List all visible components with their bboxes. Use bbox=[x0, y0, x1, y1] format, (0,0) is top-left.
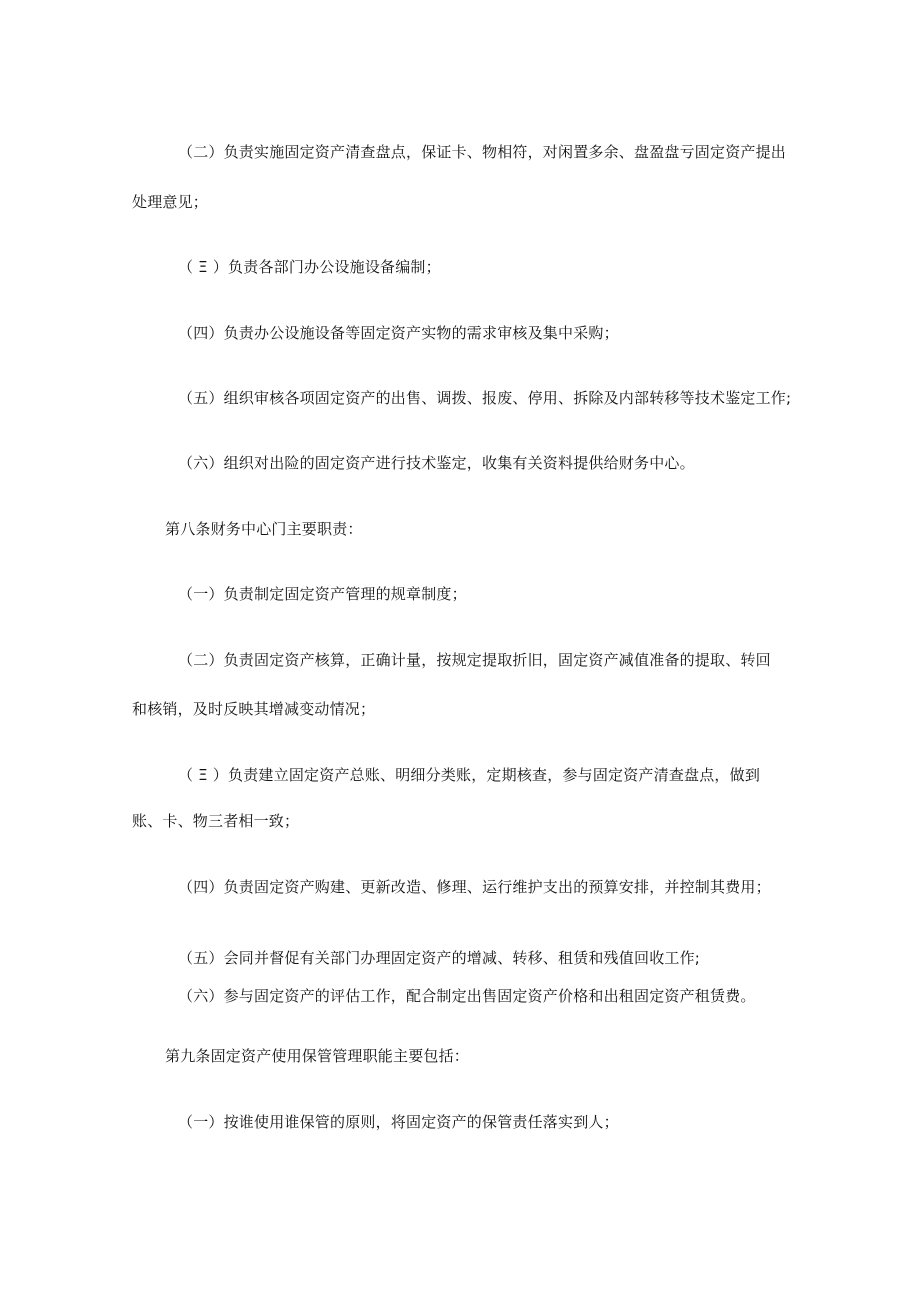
paragraph-line: 处理意见； bbox=[132, 193, 209, 211]
paragraph-line: （五）组织审核各项固定资产的出售、调拨、报废、停用、拆除及内部转移等技术鉴定工作; bbox=[178, 389, 792, 407]
paragraph-line: （二）负责固定资产核算，正确计量，按规定提取折旧，固定资产减值准备的提取、转回 bbox=[178, 651, 771, 669]
article-heading: 第八条财务中心门主要职责： bbox=[165, 520, 363, 538]
paragraph-line: （一）负责制定固定资产管理的规章制度； bbox=[178, 585, 467, 603]
paragraph-line: 和核销，及时反映其增减变动情况； bbox=[132, 700, 376, 718]
paragraph-line: （二）负责实施固定资产清查盘点，保证卡、物相符，对闲置多余、盘盈盘亏固定资产提出 bbox=[178, 143, 787, 161]
paragraph-line: （五）会同并督促有关部门办理固定资产的增减、转移、租赁和残值回收工作; bbox=[178, 949, 701, 967]
paragraph-line: （ Ξ ）负责各部门办公设施设备编制； bbox=[178, 258, 441, 276]
paragraph-line: （一）按谁使用谁保管的原则，将固定资产的保管责任落实到人； bbox=[178, 1113, 619, 1131]
paragraph-line: （六）组织对出险的固定资产进行技术鉴定，收集有关资料提供给财务中心。 bbox=[178, 454, 695, 472]
paragraph-line: （六）参与固定资产的评估工作，配合制定出售固定资产价格和出租固定资产租赁费。 bbox=[178, 987, 756, 1005]
paragraph-line: （ Ξ ）负责建立固定资产总账、明细分类账，定期核查，参与固定资产清查盘点，做到 bbox=[178, 766, 761, 784]
article-heading: 第九条固定资产使用保管管理职能主要包括： bbox=[165, 1047, 470, 1065]
paragraph-line: （四）负责固定资产购建、更新改造、修理、运行维护支出的预算安排，并控制其费用； bbox=[178, 878, 771, 896]
paragraph-line: （四）负责办公设施设备等固定资产实物的需求审核及集中采购； bbox=[178, 324, 619, 342]
paragraph-line: 账、卡、物三者相一致； bbox=[132, 812, 300, 830]
